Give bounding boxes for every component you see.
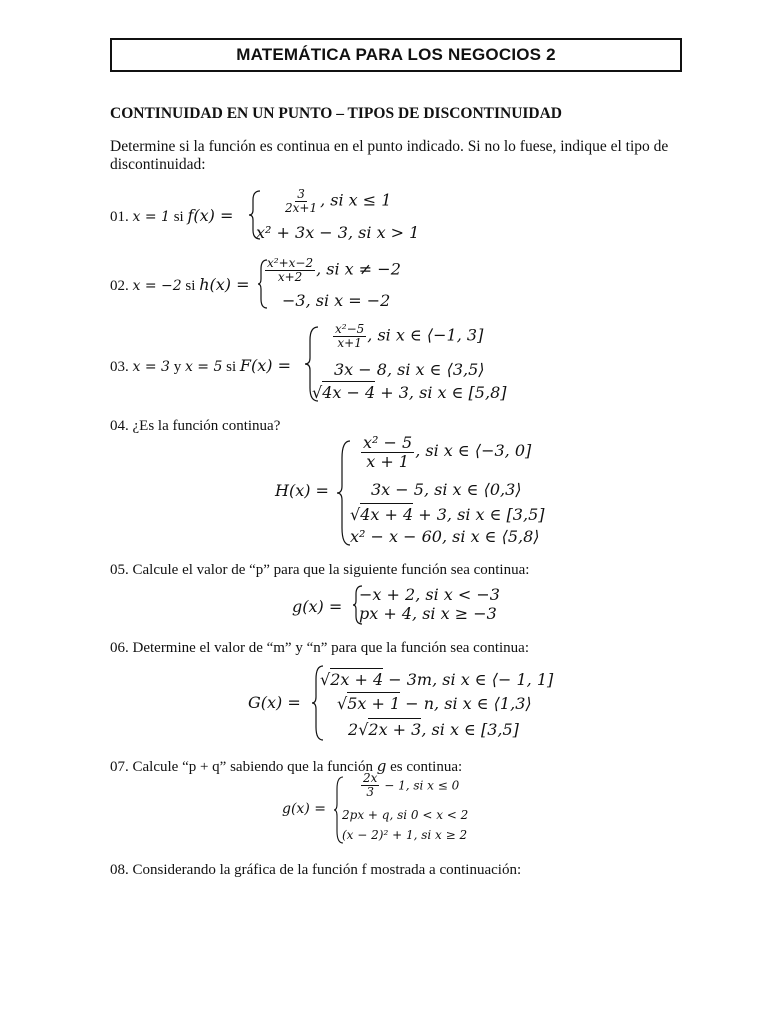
fraction: $\frac{\text{x²+x−2}}{x+2}$: [267, 256, 314, 285]
piece-expression: x² + 3x − 3, si x > 1: [256, 223, 420, 242]
y-word: y: [173, 359, 182, 375]
evaluation-point-2: x = 5: [184, 359, 223, 375]
evaluation-point: x = 3: [132, 359, 170, 375]
function-name: f(x) =: [187, 206, 234, 225]
piece-expression: 2px + q, si 0 < x < 2: [342, 808, 469, 822]
document-title: MATEMÁTICA PARA LOS NEGOCIOS 2: [236, 45, 556, 64]
intro-paragraph: Determine si la función es continua en el punto indicado. Si no lo fuese, indique el tipo de discontinuidad:: [110, 138, 669, 173]
function-name: g(x) =: [282, 801, 326, 817]
piece-expression-radical: 2√2x + 3, si x ∈ [3,5]: [348, 720, 519, 739]
piece-condition: − 1, si x ≤ 0: [380, 778, 460, 793]
piece-expression: x² − x − 60, si x ∈ ⟨5,8⟩: [350, 527, 540, 546]
si-word: si: [173, 209, 184, 225]
fraction: $\frac{3}{2x+1}$: [285, 187, 318, 216]
piece-condition: , si x ≠ −2: [316, 259, 401, 279]
piece-expression-radical: √4x − 4 + 3, si x ∈ [5,8]: [312, 383, 507, 402]
function-name: H(x) =: [275, 481, 329, 500]
problem-label: 04. ¿Es la función continua?: [110, 418, 281, 434]
piece-expression: −x + 2, si x < −3: [359, 585, 500, 604]
function-name: G(x) =: [248, 693, 301, 712]
piece-expression: 3x − 8, si x ∈ ⟨3,5⟩: [334, 360, 485, 379]
problem-label: 03.: [110, 359, 129, 375]
problem-08-label: 08. Considerando la gráfica de la función f mostrada a continuación:: [110, 862, 522, 878]
function-name: g(x) =: [292, 597, 343, 616]
piece-expression-radical: √4x + 4 + 3, si x ∈ [3,5]: [350, 505, 545, 524]
section-title: CONTINUIDAD EN UN PUNTO – TIPOS DE DISCONTINUIDAD: [110, 105, 563, 122]
function-name: h(x) =: [199, 275, 250, 294]
fraction: $\frac{2x}{3}$: [363, 771, 378, 800]
fraction: $\frac{\text{x² − 5}}{x + 1}$: [363, 433, 413, 471]
piece-condition: , si x ≤ 1: [320, 190, 392, 210]
piece-expression-radical: √2x + 4 − 3m, si x ∈ ⟨− 1, 1]: [320, 670, 554, 689]
evaluation-point: x = −2: [132, 278, 182, 294]
problem-label: 05. Calcule el valor de “p” para que la siguiente función sea continua:: [110, 562, 530, 578]
piece-expression: 3x − 5, si x ∈ ⟨0,3⟩: [371, 480, 522, 499]
si-word: si: [226, 359, 237, 375]
piece-expression: −3, si x = −2: [282, 291, 391, 310]
evaluation-point: x = 1: [132, 209, 170, 225]
document-title-box: [110, 38, 682, 72]
problem-label: 06. Determine el valor de “m” y “n” para que la función sea continua:: [110, 640, 529, 656]
problem-label: 02.: [110, 278, 129, 294]
problem-label: 01.: [110, 209, 129, 225]
problem-label: 07. Calcule “p + q” sabiendo que la función g es continua:: [110, 757, 463, 775]
function-name: F(x) =: [239, 356, 291, 375]
si-word: si: [185, 278, 196, 294]
piece-expression: (x − 2)² + 1, si x ≥ 2: [342, 828, 468, 842]
piece-condition: , si x ∈ ⟨−3, 0]: [415, 440, 532, 460]
piece-expression-radical: √5x + 1 − n, si x ∈ ⟨1,3⟩: [337, 694, 532, 713]
piece-condition: , si x ∈ ⟨−1, 3]: [367, 325, 484, 345]
fraction: $\frac{\text{x²−5}}{x+1}$: [335, 322, 365, 351]
piece-expression: px + 4, si x ≥ −3: [359, 604, 497, 623]
